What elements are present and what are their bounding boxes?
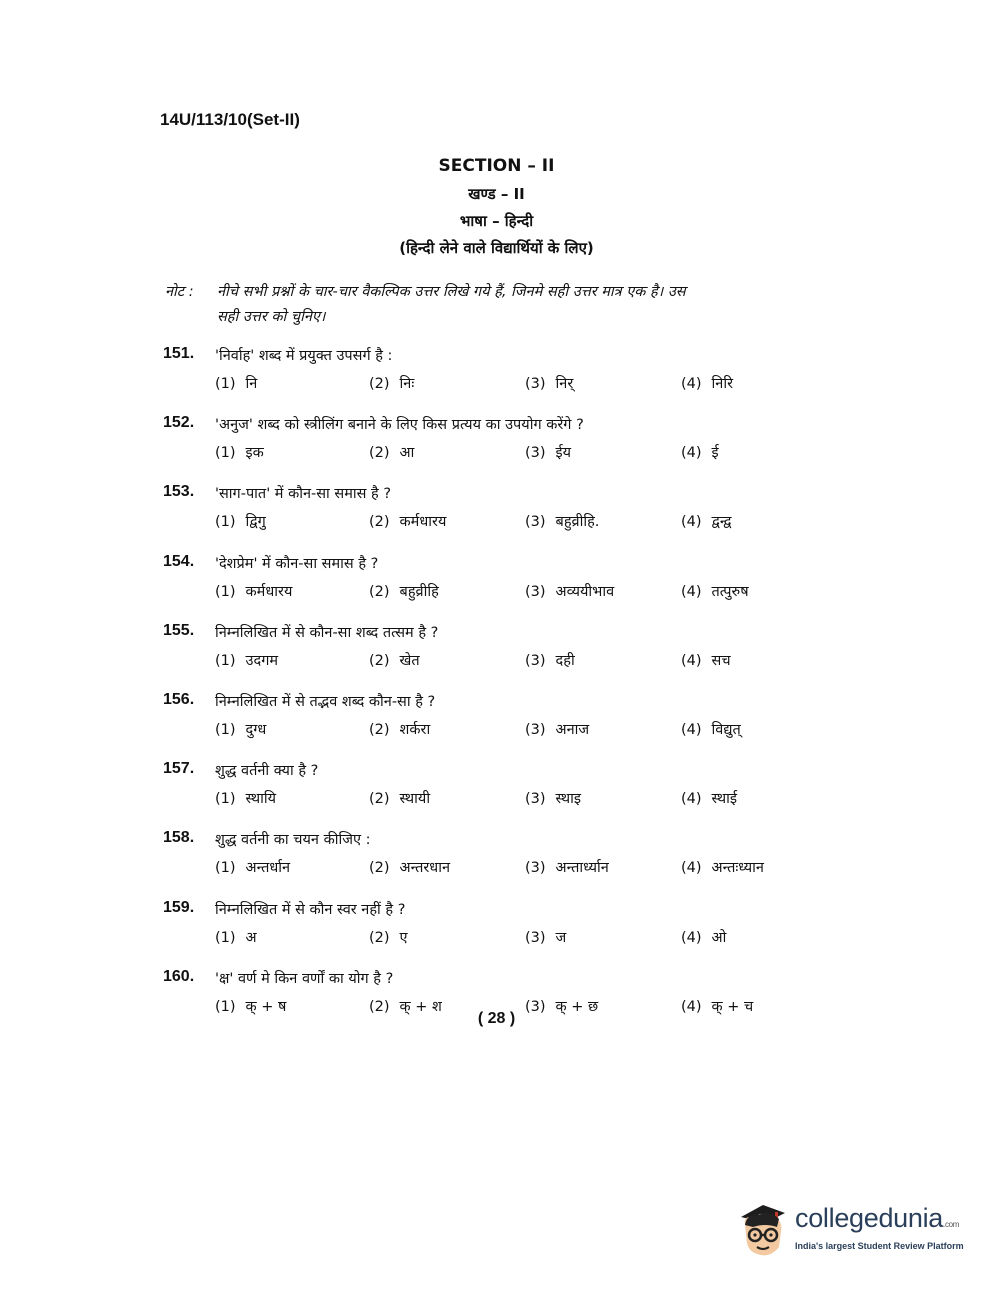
option-text: अन्तार्ध्यान: [555, 860, 609, 876]
option-number: (4): [681, 653, 702, 669]
option-text: निरि: [711, 376, 734, 392]
option-number: (4): [681, 584, 702, 600]
option-text: कर्मधारय: [399, 514, 447, 530]
option-1: [215, 927, 257, 947]
question-text: 'देशप्रेम' में कौन-सा समास है ?: [215, 556, 379, 572]
question-text: शुद्ध वर्तनी का चयन कीजिए :: [215, 832, 371, 848]
option-4: [681, 511, 731, 531]
question-text: 'अनुज' शब्द को स्त्रीलिंग बनाने के लिए किस प्रत्यय का उपयोग करेंगे ?: [215, 417, 584, 433]
option-text: स्थायि: [245, 791, 277, 807]
option-number: (1): [215, 653, 236, 669]
option-text: स्थायी: [399, 791, 431, 807]
collegedunia-watermark: [735, 1195, 965, 1265]
khand-heading: खण्ड – II: [468, 185, 525, 203]
option-row: [215, 650, 855, 672]
option-number: (4): [681, 791, 702, 807]
option-1: [215, 373, 257, 393]
question-text: निम्नलिखित में से तद्भव शब्द कौन-सा है ?: [215, 694, 436, 710]
option-number: (2): [369, 722, 390, 738]
option-2: [369, 788, 430, 808]
option-text: स्थाई: [711, 791, 738, 807]
question-number: 153.: [163, 483, 195, 500]
option-text: उदगम: [245, 653, 279, 669]
option-text: द्वन्द्व: [711, 514, 732, 530]
question-number: 160.: [163, 968, 195, 985]
option-text: क् + श: [399, 999, 442, 1015]
option-text: क् + ष: [245, 999, 287, 1015]
option-text: अव्ययीभाव: [555, 584, 615, 600]
option-1: [215, 511, 266, 531]
option-number: (2): [369, 653, 390, 669]
question-number: 159.: [163, 899, 195, 916]
option-3: [525, 442, 571, 462]
option-number: (3): [525, 791, 546, 807]
option-2: [369, 927, 408, 947]
option-1: [215, 442, 264, 462]
paper-code: 14U/113/10(Set-II): [160, 110, 300, 129]
option-text: तत्पुरुष: [711, 584, 749, 600]
option-1: [215, 719, 266, 739]
option-text: ई: [711, 445, 719, 461]
option-number: (4): [681, 860, 702, 876]
question-number: 152.: [163, 414, 195, 431]
option-2: [369, 373, 414, 393]
option-4: [681, 788, 737, 808]
option-text: शर्करा: [399, 722, 431, 738]
option-number: (1): [215, 791, 236, 807]
option-text: ईय: [555, 445, 572, 461]
option-number: (3): [525, 584, 546, 600]
brand-tagline: India's largest Student Review Platform: [795, 1241, 964, 1251]
option-text: क् + छ: [555, 999, 599, 1015]
option-number: (3): [525, 445, 546, 461]
question-text: निम्नलिखित में से कौन स्वर नहीं है ?: [215, 902, 406, 918]
option-number: (3): [525, 514, 546, 530]
option-text: अन्तरधान: [399, 860, 451, 876]
option-number: (2): [369, 860, 390, 876]
option-number: (3): [525, 722, 546, 738]
option-number: (2): [369, 791, 390, 807]
option-text: निर्: [555, 376, 574, 392]
question-text: 'निर्वाह' शब्द में प्रयुक्त उपसर्ग है :: [215, 348, 393, 364]
option-4: [681, 857, 764, 877]
question-number: 155.: [163, 622, 195, 639]
option-3: [525, 788, 581, 808]
option-number: (3): [525, 999, 546, 1015]
option-text: बहुव्रीहि.: [555, 514, 600, 530]
audience-heading: (हिन्दी लेने वाले विद्यार्थियों के लिए): [399, 239, 594, 257]
note-label: नोट :: [165, 284, 194, 300]
option-number: (1): [215, 445, 236, 461]
option-3: [525, 719, 589, 739]
option-number: (2): [369, 514, 390, 530]
option-1: [215, 788, 276, 808]
instruction-note: [165, 280, 845, 330]
option-number: (2): [369, 584, 390, 600]
option-3: [525, 857, 609, 877]
option-number: (2): [369, 376, 390, 392]
option-4: [681, 719, 741, 739]
option-text: अ: [245, 930, 257, 946]
option-2: [369, 511, 446, 531]
question-number: 154.: [163, 553, 195, 570]
option-number: (4): [681, 514, 702, 530]
question-text: 'क्ष' वर्ण मे किन वर्णों का योग है ?: [215, 971, 394, 987]
option-text: स्थाइ: [555, 791, 582, 807]
question-text: 'साग-पात' में कौन-सा समास है ?: [215, 486, 392, 502]
mascot-logo-icon: [735, 1195, 793, 1265]
option-text: अन्तर्धान: [245, 860, 291, 876]
option-number: (4): [681, 722, 702, 738]
option-1: [215, 650, 278, 670]
option-number: (1): [215, 584, 236, 600]
option-number: (2): [369, 930, 390, 946]
option-text: अनाज: [555, 722, 590, 738]
option-text: निः: [399, 376, 415, 392]
note-line-2: सही उत्तर को चुनिए।: [217, 309, 326, 325]
option-number: (3): [525, 653, 546, 669]
option-4: [681, 650, 731, 670]
option-3: [525, 511, 599, 531]
option-number: (4): [681, 999, 702, 1015]
question-text: शुद्ध वर्तनी क्या है ?: [215, 763, 319, 779]
page-number: ( 28 ): [477, 1010, 516, 1027]
option-row: [215, 373, 855, 395]
option-text: दुग्ध: [245, 722, 267, 738]
option-row: [215, 788, 855, 810]
note-line-1: नीचे सभी प्रश्नों के चार-चार वैकल्पिक उत्तर लिखे गये हैं, जिनमे सही उत्तर मात्र एक है। उस: [217, 284, 686, 300]
option-text: ओ: [711, 930, 727, 946]
option-number: (1): [215, 376, 236, 392]
option-text: आ: [399, 445, 415, 461]
option-row: [215, 719, 855, 741]
option-text: बहुव्रीहि: [399, 584, 439, 600]
option-text: कर्मधारय: [245, 584, 293, 600]
option-number: (1): [215, 930, 236, 946]
question-number: 157.: [163, 760, 195, 777]
option-row: [215, 442, 855, 464]
option-3: [525, 581, 614, 601]
option-4: [681, 373, 733, 393]
brand-name: collegedunia.com: [795, 1203, 960, 1233]
question-number: 156.: [163, 691, 195, 708]
option-4: [681, 581, 749, 601]
option-number: (1): [215, 860, 236, 876]
option-3: [525, 650, 575, 670]
question-number: 151.: [163, 345, 195, 362]
option-row: [215, 581, 855, 603]
option-number: (1): [215, 514, 236, 530]
option-number: (3): [525, 376, 546, 392]
option-text: ए: [399, 930, 408, 946]
option-2: [369, 857, 450, 877]
option-number: (1): [215, 999, 236, 1015]
question-text: निम्नलिखित में से कौन-सा शब्द तत्सम है ?: [215, 625, 439, 641]
option-4: [681, 442, 719, 462]
option-number: (1): [215, 722, 236, 738]
option-text: अन्तःध्यान: [711, 860, 764, 876]
language-heading: भाषा – हिन्दी: [459, 212, 534, 230]
option-2: [369, 719, 430, 739]
option-1: [215, 581, 292, 601]
option-text: ज: [555, 930, 567, 946]
option-row: [215, 927, 855, 949]
option-2: [369, 581, 439, 601]
option-4: [681, 927, 726, 947]
option-3: [525, 927, 566, 947]
option-text: इक: [245, 445, 264, 461]
option-text: नि: [245, 376, 258, 392]
option-row: [215, 511, 855, 533]
question-number: 158.: [163, 829, 195, 846]
option-number: (4): [681, 376, 702, 392]
option-number: (2): [369, 999, 390, 1015]
section-heading: SECTION – II: [438, 156, 555, 176]
option-number: (4): [681, 930, 702, 946]
option-text: खेत: [399, 653, 420, 669]
option-text: द्विगु: [245, 514, 266, 530]
option-number: (2): [369, 445, 390, 461]
option-3: [525, 373, 573, 393]
option-number: (3): [525, 930, 546, 946]
option-text: सच: [711, 653, 731, 669]
option-text: क् + च: [711, 999, 754, 1015]
option-text: विद्युत्: [711, 722, 741, 738]
option-2: [369, 442, 414, 462]
option-row: [215, 857, 855, 879]
option-number: (4): [681, 445, 702, 461]
option-2: [369, 650, 420, 670]
option-text: दही: [555, 653, 575, 669]
option-number: (3): [525, 860, 546, 876]
option-1: [215, 857, 290, 877]
